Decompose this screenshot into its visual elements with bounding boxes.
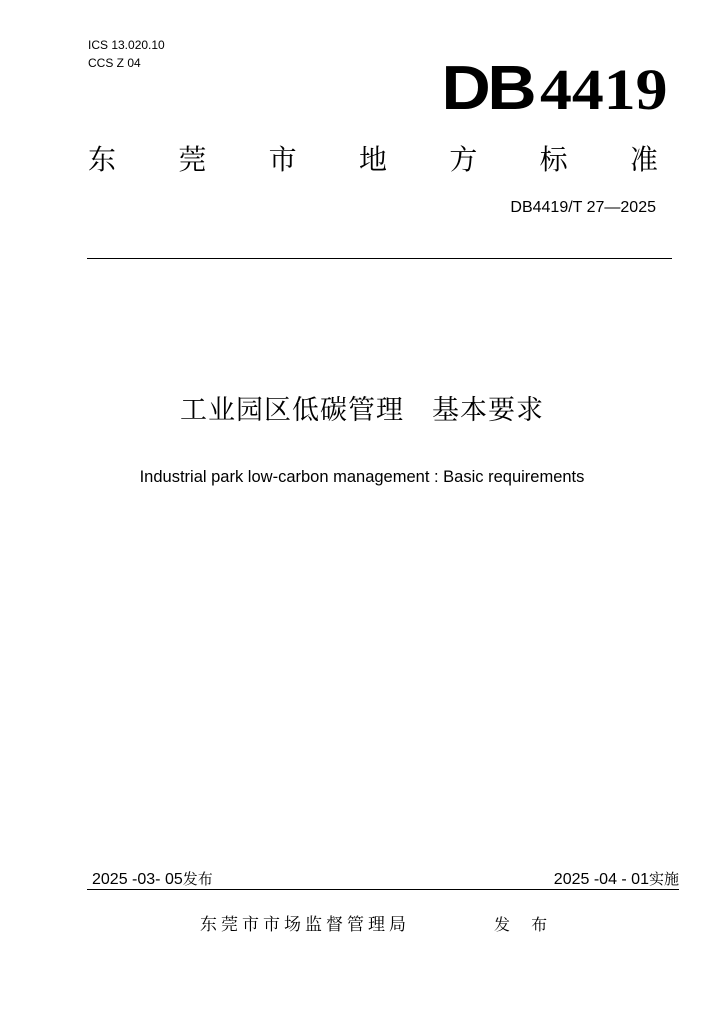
- db-logo: [441, 54, 668, 123]
- standard-type-char: 东: [88, 143, 117, 176]
- issuing-authority: 东莞市市场监督管理局: [200, 915, 410, 935]
- issuing-action: 发 布: [494, 915, 556, 934]
- header-divider: [87, 258, 672, 259]
- db-logo-letters: DB: [441, 54, 534, 123]
- db-logo-number: 4419: [540, 57, 668, 122]
- standard-type-char: 地: [358, 143, 387, 176]
- standard-type-char: 标: [539, 143, 568, 176]
- standard-type-heading: [88, 140, 658, 180]
- standard-type-char: 市: [268, 143, 297, 176]
- footer-divider: [87, 889, 679, 890]
- ccs-code: CCS Z 04: [88, 56, 141, 70]
- standard-type-char: 方: [449, 143, 478, 176]
- implement-date-value: 2025 -04 - 01: [553, 871, 649, 888]
- publish-date-value: 2025 -03- 05: [92, 871, 183, 888]
- publish-date-label: 发布: [182, 870, 213, 888]
- standard-type-char: 莞: [178, 143, 207, 176]
- implement-date-label: 实施: [648, 870, 679, 888]
- title-chinese-main: 工业园区低碳管理: [180, 395, 404, 426]
- standard-type-char: 准: [629, 143, 658, 176]
- title-english: Industrial park low-carbon management : Basic requirements: [139, 468, 585, 486]
- ics-code: ICS 13.020.10: [88, 38, 165, 52]
- implement-date: [554, 869, 679, 890]
- title-chinese: [0, 392, 724, 430]
- title-chinese-sub: 基本要求: [432, 395, 544, 426]
- publish-date: [92, 869, 213, 890]
- standard-code: DB4419/T 27—2025: [510, 199, 656, 216]
